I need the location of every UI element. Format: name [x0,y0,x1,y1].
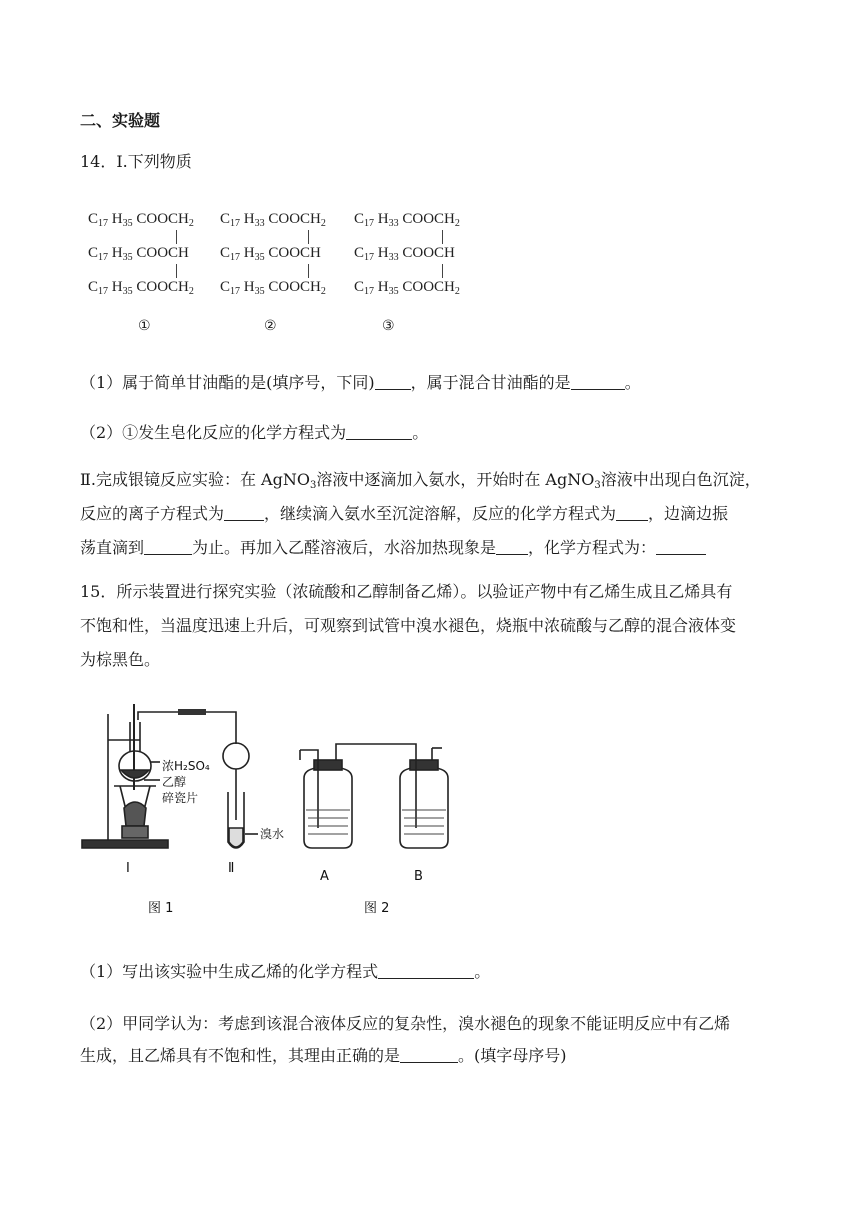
q14-part-ii-line-1: Ⅱ.完成银镜反应实验：在 AgNO$_3$溶液中逐滴加入氨水，开始时在 AgNO$_3$溶液中出现白色沉淀， [80,470,761,491]
gas-bottle-a [304,768,352,848]
section-title: 二、实验题 [80,111,161,130]
structure-2-label: ② [264,318,277,334]
structure-2-line-2: $C_{17}$ $H_{35}$ COOCH [220,245,321,263]
q15-line-1: 15．所示装置进行探究实验（浓硫酸和乙醇制备乙烯）。以验证产物中有乙烯生成且乙烯具有 [80,582,733,601]
structure-1-line-1: $C_{17}$ $H_{35}$ $COOCH_2$ [88,211,194,229]
label-apparatus-i: Ⅰ [126,861,130,876]
structure-3-label: ③ [382,318,395,334]
caption-figure-1: 图 1 [148,901,174,916]
structure-2-line-1: $C_{17}$ $H_{33}$ $COOCH_2$ [220,211,326,229]
structure-3-bond-2 [442,264,443,278]
label-bottle-a: A [320,869,329,884]
label-apparatus-ii: Ⅱ [228,861,235,876]
answer-blank-phenomenon[interactable] [496,540,528,555]
q14-part-ii-line-2: 反应的离子方程式为 ，继续滴入氨水至沉淀溶解，反应的化学方程式为 ，边滴边振 [80,504,729,523]
answer-blank-ethylene-equation[interactable] [378,964,474,979]
answer-blank-silver-mirror-equation[interactable] [656,540,706,555]
q14-part1: （1）属于简单甘油酯的是(填序号，下同) ，属于混合甘油酯的是 。 [80,373,641,392]
alcohol-lamp [124,802,146,826]
structure-2-bond-1 [308,230,309,244]
structure-1-line-3: $C_{17}$ $H_{35}$ $COOCH_2$ [88,279,194,297]
answer-blank-simple[interactable] [375,375,411,390]
structure-1-bond-1 [176,230,177,244]
structure-3-line-3: $C_{17}$ $H_{35}$ $COOCH_2$ [354,279,460,297]
structure-3-line-1: $C_{17}$ $H_{33}$ $COOCH_2$ [354,211,460,229]
q15-line-3: 为棕黑色。 [80,650,161,669]
structure-1-label: ① [138,318,151,334]
structure-2-bond-2 [308,264,309,278]
structure-1-line-2: $C_{17}$ $H_{35}$ COOCH [88,245,189,263]
q15-part2-line-1: （2）甲同学认为：考虑到该混合液体反应的复杂性，溴水褪色的现象不能证明反应中有乙烯 [80,1014,731,1033]
answer-blank-chemical-equation[interactable] [616,506,648,521]
q14-part2: （2）①发生皂化反应的化学方程式为 。 [80,423,429,442]
label-porcelain: 碎瓷片 [162,791,199,805]
caption-figure-2: 图 2 [364,901,390,916]
q15-part1: （1）写出该实验中生成乙烯的化学方程式 。 [80,962,491,981]
stand-base [82,840,168,848]
structure-1-bond-2 [176,264,177,278]
apparatus-figure [78,700,458,920]
q15-part2-line-2: 生成，且乙烯具有不饱和性，其理由正确的是 。(填字母序号) [80,1046,567,1065]
q14-part-ii-line-3: 荡直滴到 为止。再加入乙醛溶液后，水浴加热现象是 ，化学方程式为： [80,538,706,558]
answer-blank-mixed[interactable] [571,375,625,390]
bulb-tube [223,743,249,769]
structure-2-line-3: $C_{17}$ $H_{35}$ $COOCH_2$ [220,279,326,297]
answer-blank-reason[interactable] [400,1048,458,1063]
structure-3-bond-1 [442,230,443,244]
answer-blank-saponification[interactable] [346,425,412,440]
gas-bottle-b [400,768,448,848]
label-ethanol: 乙醇 [162,775,187,789]
answer-blank-ionic-equation[interactable] [224,506,264,521]
q15-line-2: 不饱和性，当温度迅速上升后，可观察到试管中溴水褪色，烧瓶中浓硫酸与乙醇的混合液体变 [80,616,737,635]
label-bottle-b: B [414,869,423,884]
structure-3-line-2: $C_{17}$ $H_{33}$ COOCH [354,245,455,263]
answer-blank-endpoint[interactable] [144,540,192,555]
question-14-heading: 14．Ⅰ.下列物质 [80,152,192,171]
label-bromine-water: 溴水 [260,827,285,841]
label-conc-h2so4: 浓H₂SO₄ [162,759,210,773]
